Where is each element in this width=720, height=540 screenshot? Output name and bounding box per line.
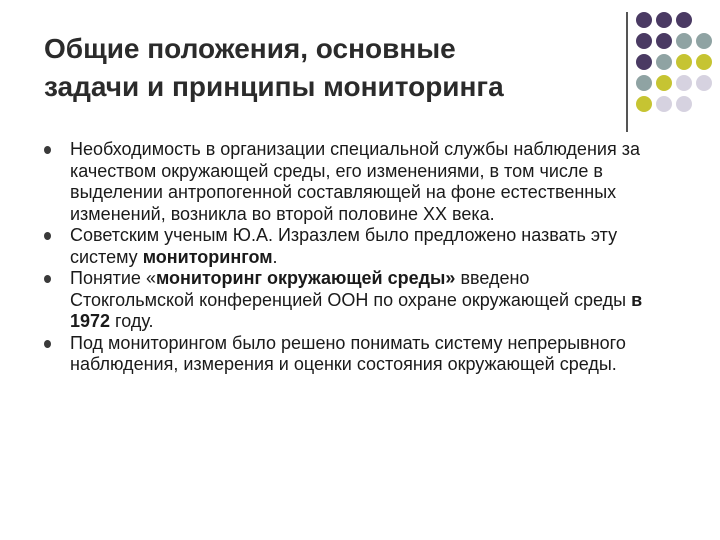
decor-dot bbox=[636, 96, 652, 112]
decor-dot bbox=[656, 12, 672, 28]
decor-dot bbox=[656, 54, 672, 70]
text-run: . bbox=[272, 246, 278, 267]
decor-dot bbox=[656, 33, 672, 49]
decor-dot bbox=[696, 54, 712, 70]
title-line-1: Общие положения, основные bbox=[44, 33, 456, 64]
bullet-dot-icon bbox=[44, 232, 51, 240]
bullet-item bbox=[44, 268, 644, 333]
bullet-item bbox=[44, 139, 644, 225]
divider-line bbox=[626, 12, 628, 132]
decor-dot bbox=[696, 33, 712, 49]
dot-row bbox=[636, 33, 712, 49]
dot-row bbox=[636, 75, 712, 91]
text-run: Под мониторингом было решено понимать систему непрерывного наблюдения, измерения и оценки состояния окружающей среды. bbox=[70, 332, 626, 374]
bold-text: мониторингом bbox=[142, 246, 273, 267]
slide-title bbox=[44, 30, 624, 106]
bullet-item bbox=[44, 225, 644, 268]
decor-dot bbox=[656, 96, 672, 112]
decor-dot bbox=[676, 75, 692, 91]
text-run: введено Стокгольмской конференцией ООН по охране окружающей среды bbox=[70, 268, 632, 310]
decor-dot bbox=[676, 96, 692, 112]
decor-dot bbox=[676, 12, 692, 28]
decor-dot bbox=[676, 33, 692, 49]
bold-text: мониторинг окружающей среды» bbox=[155, 268, 456, 288]
decor-dot bbox=[636, 54, 652, 70]
bullet-text bbox=[70, 333, 644, 376]
bullet-dot-icon bbox=[44, 146, 51, 154]
bold-text: в 1972 bbox=[70, 289, 643, 331]
decor-dot bbox=[656, 75, 672, 91]
text-run: Понятие « bbox=[70, 268, 156, 288]
bullet-list bbox=[44, 139, 644, 376]
bullet-dot-icon bbox=[44, 275, 51, 283]
decor-dot bbox=[676, 54, 692, 70]
text-run: Необходимость в организации специальной службы наблюдения за качеством окружающей среды, его изменениями, в том числе в выделении антропогенной составляющей на фоне естественных изменений, возникла во второй половине XX века. bbox=[70, 139, 640, 224]
dot-row bbox=[636, 96, 712, 112]
decor-dot bbox=[636, 12, 652, 28]
dot-row bbox=[636, 54, 712, 70]
title-line-2: задачи и принципы мониторинга bbox=[44, 71, 504, 102]
dot-row bbox=[636, 12, 712, 28]
decor-dot bbox=[636, 33, 652, 49]
bullet-dot-icon bbox=[44, 340, 51, 348]
decor-dot bbox=[636, 75, 652, 91]
text-run: Советским ученым Ю.А. Изразлем было предложено назвать эту систему bbox=[70, 225, 618, 267]
dot-grid-decoration-icon bbox=[636, 12, 712, 117]
text-run: году. bbox=[110, 311, 154, 331]
decor-dot bbox=[696, 75, 712, 91]
bullet-item bbox=[44, 333, 644, 376]
bullet-text bbox=[70, 139, 644, 225]
bullet-text bbox=[70, 225, 644, 268]
bullet-text bbox=[70, 268, 644, 333]
